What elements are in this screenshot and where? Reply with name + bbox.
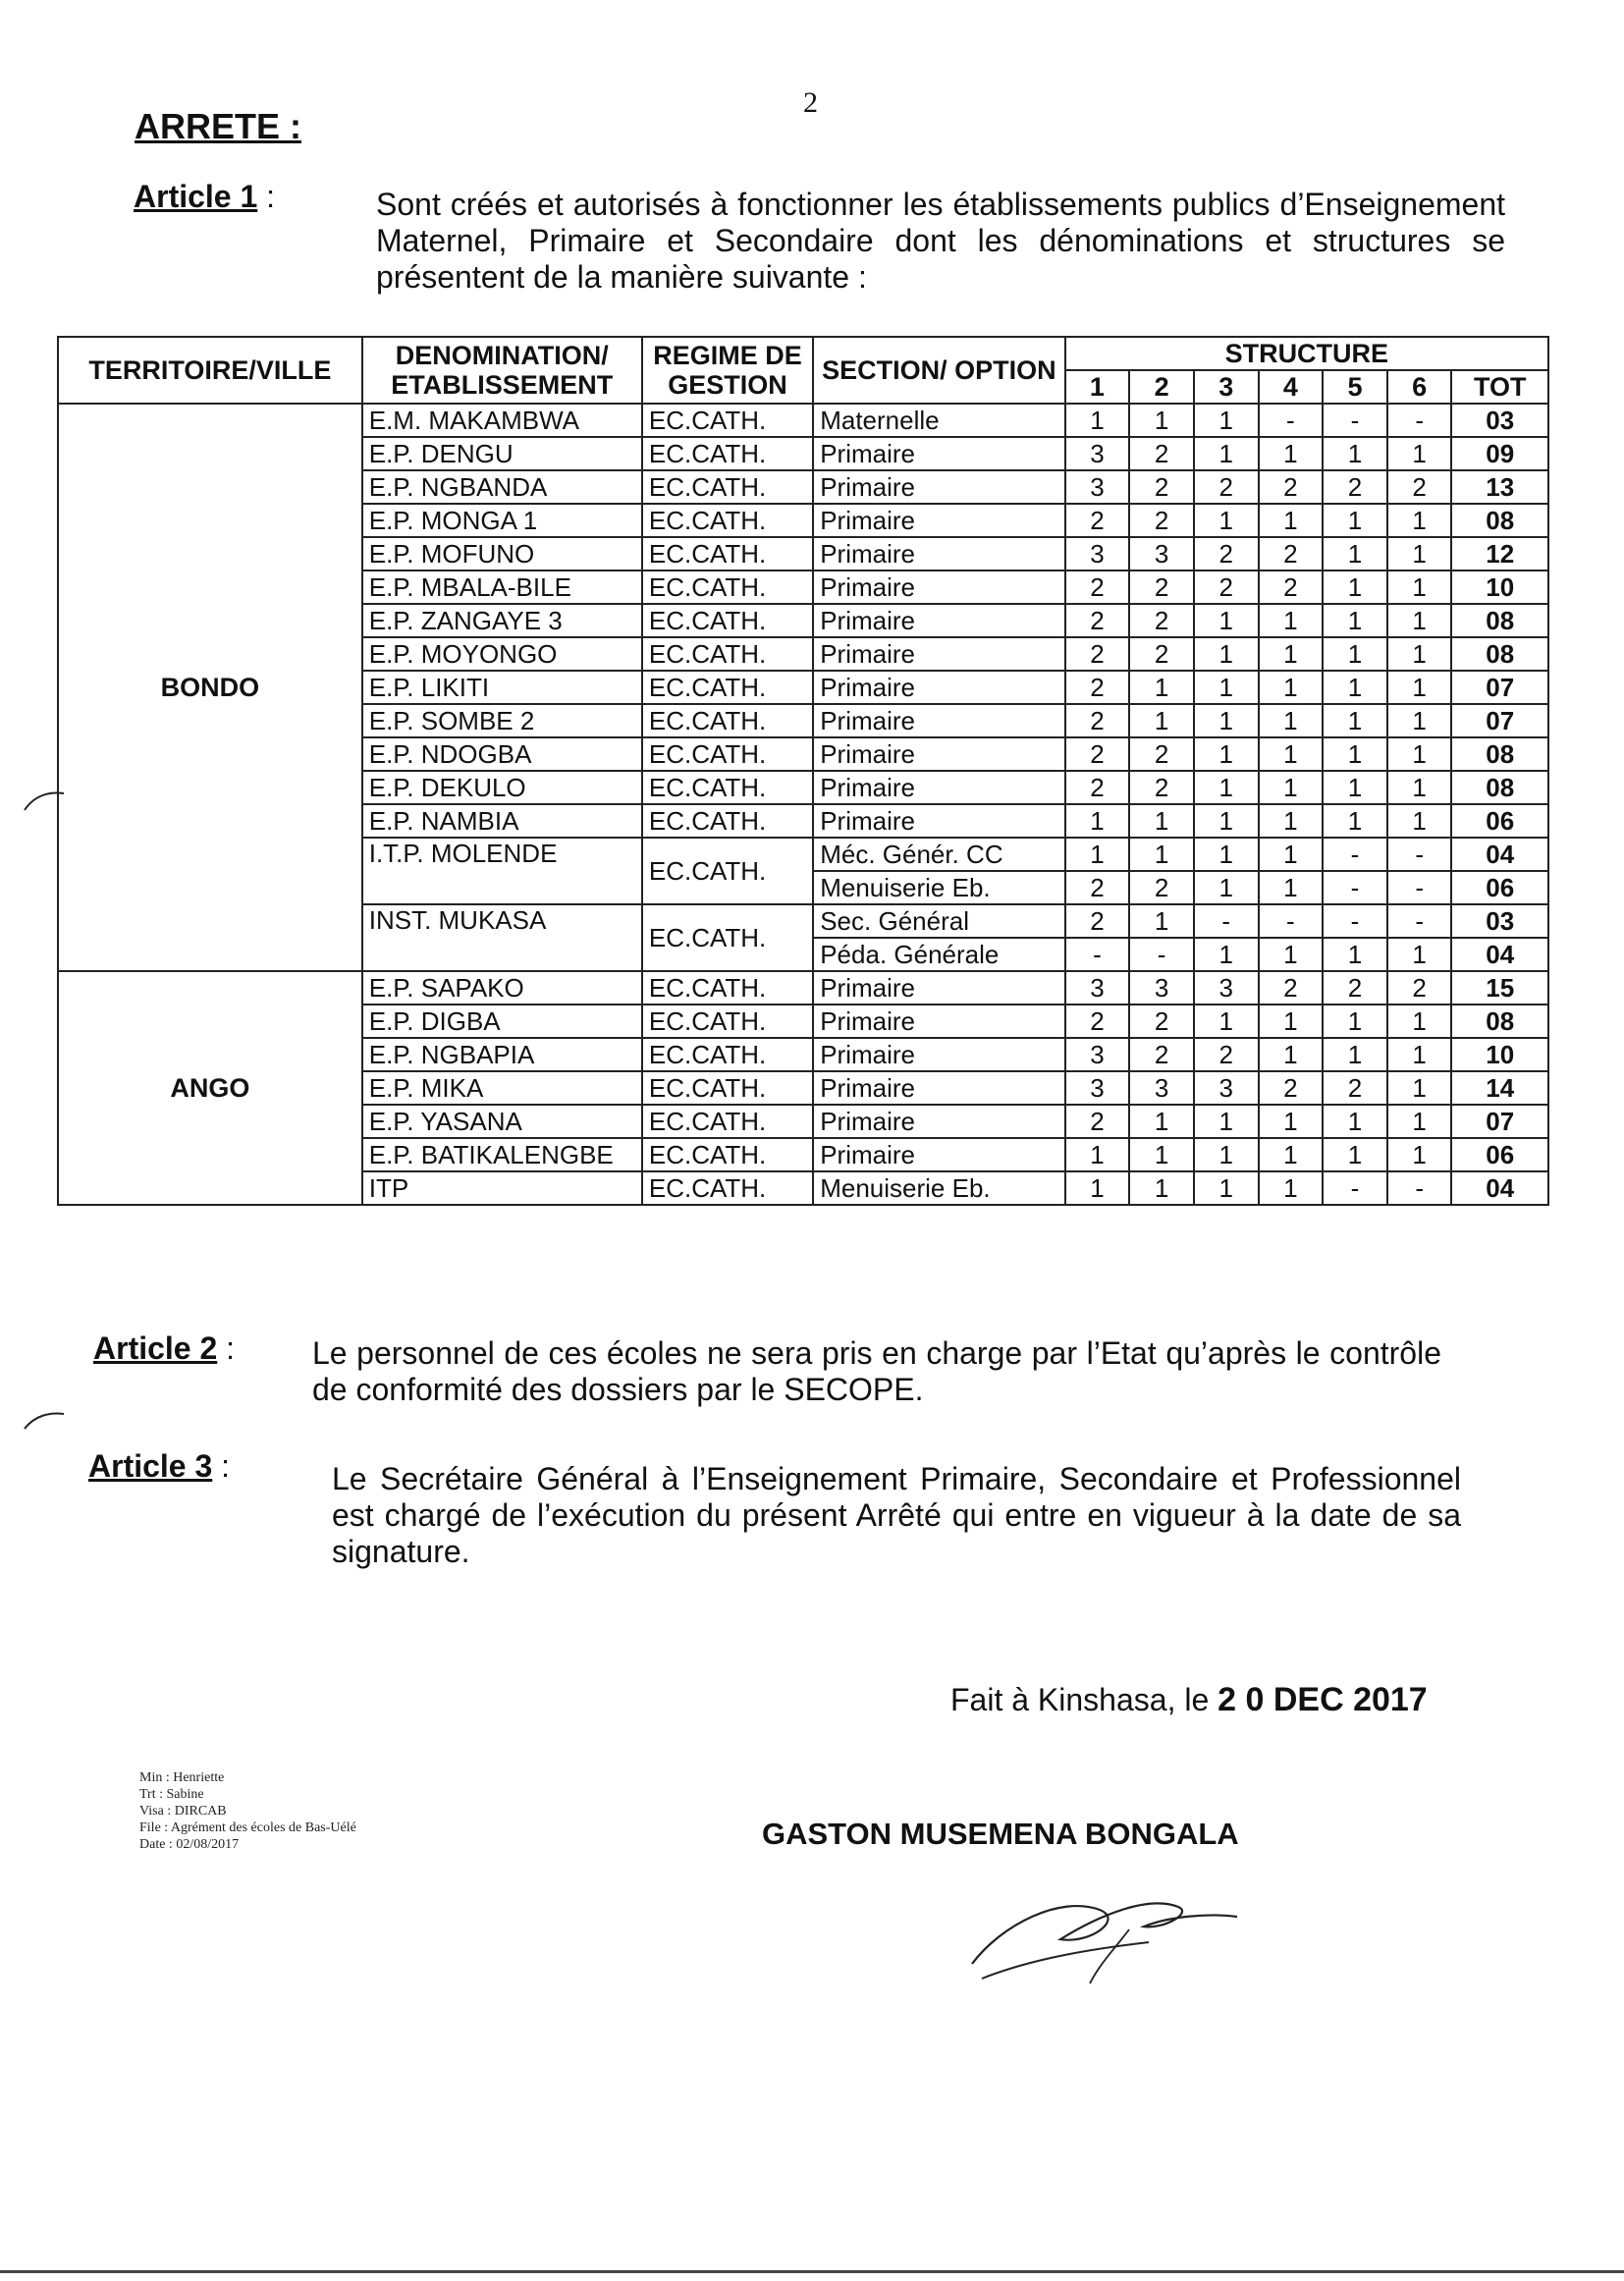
- section-cell: Primaire: [813, 737, 1064, 771]
- structure-level-3-cell: 1: [1194, 437, 1259, 470]
- structure-level-1-cell: 2: [1065, 904, 1130, 938]
- structure-level-5-cell: -: [1323, 904, 1387, 938]
- structure-level-5-cell: 2: [1323, 470, 1387, 504]
- section-cell: Péda. Générale: [813, 938, 1064, 971]
- structure-level-3-cell: 1: [1194, 737, 1259, 771]
- structure-level-1-cell: 2: [1065, 871, 1130, 904]
- total-cell: 09: [1451, 437, 1548, 470]
- structure-level-4-cell: 1: [1259, 838, 1324, 871]
- structure-level-1-cell: 2: [1065, 1005, 1130, 1038]
- total-cell: 04: [1451, 838, 1548, 871]
- structure-level-4-cell: 1: [1259, 771, 1324, 804]
- section-cell: Menuiserie Eb.: [813, 871, 1064, 904]
- regime-cell: EC.CATH.: [642, 1171, 813, 1205]
- structure-level-3-cell: 1: [1194, 838, 1259, 871]
- structure-level-3-cell: 2: [1194, 1038, 1259, 1071]
- total-cell: 06: [1451, 871, 1548, 904]
- structure-level-4-cell: 2: [1259, 971, 1324, 1005]
- structure-level-1-cell: 3: [1065, 437, 1130, 470]
- table-body: [58, 404, 1548, 1205]
- regime-cell: EC.CATH.: [642, 570, 813, 604]
- section-cell: Méc. Génér. CC: [813, 838, 1064, 871]
- structure-level-3-cell: 1: [1194, 604, 1259, 637]
- regime-cell: EC.CATH.: [642, 537, 813, 570]
- structure-level-5-cell: 1: [1323, 737, 1387, 771]
- structure-level-6-cell: -: [1387, 1171, 1452, 1205]
- structure-level-1-cell: 3: [1065, 971, 1130, 1005]
- section-cell: Primaire: [813, 1005, 1064, 1038]
- regime-cell: EC.CATH.: [642, 971, 813, 1005]
- structure-level-1-cell: -: [1065, 938, 1130, 971]
- establishment-name-cell: E.P. NDOGBA: [362, 737, 642, 771]
- establishment-name-cell: ITP: [362, 1171, 642, 1205]
- structure-level-3-cell: 1: [1194, 1171, 1259, 1205]
- total-cell: 06: [1451, 1138, 1548, 1171]
- structure-level-5-cell: -: [1323, 838, 1387, 871]
- structure-level-4-cell: 1: [1259, 671, 1324, 704]
- structure-level-5-cell: 1: [1323, 504, 1387, 537]
- establishment-name-cell: E.P. BATIKALENGBE: [362, 1138, 642, 1171]
- regime-cell: EC.CATH.: [642, 838, 813, 904]
- regime-cell: EC.CATH.: [642, 637, 813, 671]
- structure-level-2-cell: 1: [1129, 1138, 1194, 1171]
- structure-level-6-cell: 1: [1387, 437, 1452, 470]
- structure-level-3-cell: 1: [1194, 704, 1259, 737]
- regime-cell: EC.CATH.: [642, 704, 813, 737]
- section-cell: Primaire: [813, 1038, 1064, 1071]
- structure-level-3-cell: 1: [1194, 1138, 1259, 1171]
- header-level-3: 3: [1194, 370, 1259, 404]
- structure-level-3-cell: 2: [1194, 470, 1259, 504]
- footer-notes: [139, 1769, 356, 1853]
- structure-level-3-cell: 1: [1194, 771, 1259, 804]
- section-cell: Primaire: [813, 1105, 1064, 1138]
- section-cell: Primaire: [813, 704, 1064, 737]
- structure-level-1-cell: 3: [1065, 537, 1130, 570]
- structure-level-2-cell: 2: [1129, 737, 1194, 771]
- structure-level-4-cell: 1: [1259, 437, 1324, 470]
- structure-level-3-cell: 1: [1194, 1005, 1259, 1038]
- structure-level-2-cell: 1: [1129, 1171, 1194, 1205]
- scan-mark: [20, 786, 69, 815]
- total-cell: 15: [1451, 971, 1548, 1005]
- header-tot: TOT: [1451, 370, 1548, 404]
- article-1-text: Sont créés et autorisés à fonctionner les établissements publics d’Enseignement Maternel, Primaire et Secondaire dont les dénominations et structures se présentent de la manière suivante :: [376, 187, 1505, 295]
- header-territoire: TERRITOIRE/VILLE: [58, 337, 362, 404]
- structure-level-6-cell: -: [1387, 904, 1452, 938]
- total-cell: 08: [1451, 637, 1548, 671]
- structure-level-1-cell: 3: [1065, 470, 1130, 504]
- structure-level-1-cell: 3: [1065, 1071, 1130, 1105]
- structure-level-2-cell: 1: [1129, 1105, 1194, 1138]
- structure-level-6-cell: 1: [1387, 671, 1452, 704]
- decree-heading: ARRETE :: [135, 106, 301, 146]
- structure-level-6-cell: 1: [1387, 938, 1452, 971]
- establishment-name-cell: E.P. SAPAKO: [362, 971, 642, 1005]
- structure-level-3-cell: 3: [1194, 971, 1259, 1005]
- section-cell: Maternelle: [813, 404, 1064, 437]
- section-cell: Primaire: [813, 1138, 1064, 1171]
- total-cell: 08: [1451, 737, 1548, 771]
- structure-level-2-cell: 1: [1129, 671, 1194, 704]
- structure-level-3-cell: 1: [1194, 1105, 1259, 1138]
- total-cell: 07: [1451, 1105, 1548, 1138]
- scan-mark: [20, 1404, 69, 1434]
- article-1-label: [134, 179, 275, 215]
- regime-cell: EC.CATH.: [642, 804, 813, 838]
- establishment-name-cell: E.M. MAKAMBWA: [362, 404, 642, 437]
- structure-level-5-cell: 2: [1323, 971, 1387, 1005]
- structure-level-3-cell: 1: [1194, 637, 1259, 671]
- article-3-colon: :: [212, 1448, 231, 1484]
- structure-level-5-cell: 1: [1323, 1038, 1387, 1071]
- structure-level-4-cell: 2: [1259, 470, 1324, 504]
- structure-level-4-cell: 1: [1259, 637, 1324, 671]
- article-2-text: Le personnel de ces écoles ne sera pris en charge par l’Etat qu’après le contrôle de conformité des dossiers par le SECOPE.: [312, 1335, 1441, 1407]
- total-cell: 14: [1451, 1071, 1548, 1105]
- handwritten-signature: [943, 1856, 1257, 2003]
- section-cell: Primaire: [813, 570, 1064, 604]
- structure-level-4-cell: 1: [1259, 504, 1324, 537]
- header-level-5: 5: [1323, 370, 1387, 404]
- structure-level-2-cell: 2: [1129, 871, 1194, 904]
- structure-level-2-cell: 2: [1129, 437, 1194, 470]
- structure-level-6-cell: 1: [1387, 604, 1452, 637]
- structure-level-2-cell: 3: [1129, 1071, 1194, 1105]
- structure-level-5-cell: 1: [1323, 537, 1387, 570]
- structure-level-4-cell: 2: [1259, 537, 1324, 570]
- total-cell: 08: [1451, 1005, 1548, 1038]
- structure-level-6-cell: 1: [1387, 804, 1452, 838]
- structure-level-6-cell: 2: [1387, 971, 1452, 1005]
- structure-level-4-cell: 2: [1259, 570, 1324, 604]
- structure-level-5-cell: 1: [1323, 704, 1387, 737]
- establishment-name-cell: E.P. NGBAPIA: [362, 1038, 642, 1071]
- establishment-name-cell: E.P. MIKA: [362, 1071, 642, 1105]
- establishment-name-cell: E.P. LIKITI: [362, 671, 642, 704]
- establishment-name-cell: E.P. MONGA 1: [362, 504, 642, 537]
- structure-level-1-cell: 2: [1065, 504, 1130, 537]
- scan-bottom-edge: [0, 2270, 1624, 2273]
- structure-level-5-cell: 1: [1323, 1105, 1387, 1138]
- article-2-colon: :: [217, 1331, 236, 1366]
- regime-cell: EC.CATH.: [642, 1071, 813, 1105]
- regime-cell: EC.CATH.: [642, 1005, 813, 1038]
- structure-level-1-cell: 2: [1065, 1105, 1130, 1138]
- regime-cell: EC.CATH.: [642, 904, 813, 971]
- section-cell: Primaire: [813, 437, 1064, 470]
- establishment-name-cell: E.P. ZANGAYE 3: [362, 604, 642, 637]
- territory-cell: ANGO: [58, 971, 362, 1205]
- establishment-name-cell: E.P. YASANA: [362, 1105, 642, 1138]
- structure-level-6-cell: 1: [1387, 1071, 1452, 1105]
- structure-level-1-cell: 2: [1065, 671, 1130, 704]
- header-level-1: 1: [1065, 370, 1130, 404]
- total-cell: 03: [1451, 904, 1548, 938]
- section-cell: Primaire: [813, 671, 1064, 704]
- structure-level-3-cell: 1: [1194, 504, 1259, 537]
- total-cell: 07: [1451, 704, 1548, 737]
- section-cell: Primaire: [813, 804, 1064, 838]
- establishment-name-cell: E.P. SOMBE 2: [362, 704, 642, 737]
- total-cell: 08: [1451, 604, 1548, 637]
- footer-note: File : Agrément des écoles de Bas-Uélé: [139, 1820, 356, 1835]
- table-row: [58, 404, 1548, 437]
- establishment-name-cell: E.P. MOFUNO: [362, 537, 642, 570]
- schools-table: [57, 336, 1549, 1206]
- total-cell: 10: [1451, 570, 1548, 604]
- footer-note: Min : Henriette: [139, 1770, 225, 1785]
- structure-level-4-cell: 1: [1259, 1105, 1324, 1138]
- header-regime: REGIME DE GESTION: [642, 337, 813, 404]
- section-cell: Primaire: [813, 504, 1064, 537]
- structure-level-2-cell: 1: [1129, 404, 1194, 437]
- structure-level-6-cell: 1: [1387, 1138, 1452, 1171]
- establishment-name-cell: E.P. NGBANDA: [362, 470, 642, 504]
- place-date: [950, 1681, 1428, 1719]
- structure-level-5-cell: 1: [1323, 771, 1387, 804]
- territory-cell: BONDO: [58, 404, 362, 971]
- structure-level-5-cell: 1: [1323, 804, 1387, 838]
- structure-level-3-cell: 2: [1194, 570, 1259, 604]
- total-cell: 07: [1451, 671, 1548, 704]
- establishment-name-cell: E.P. NAMBIA: [362, 804, 642, 838]
- place-date-prefix: Fait à Kinshasa, le: [950, 1682, 1218, 1717]
- structure-level-6-cell: 1: [1387, 537, 1452, 570]
- article-3-label: [88, 1448, 230, 1485]
- structure-level-2-cell: 1: [1129, 804, 1194, 838]
- structure-level-4-cell: -: [1259, 904, 1324, 938]
- structure-level-3-cell: 2: [1194, 537, 1259, 570]
- section-cell: Sec. Général: [813, 904, 1064, 938]
- structure-level-5-cell: 1: [1323, 1138, 1387, 1171]
- establishment-name-cell: I.T.P. MOLENDE: [362, 838, 642, 904]
- structure-level-6-cell: -: [1387, 838, 1452, 871]
- structure-level-2-cell: 2: [1129, 504, 1194, 537]
- structure-level-5-cell: 1: [1323, 437, 1387, 470]
- structure-level-1-cell: 2: [1065, 604, 1130, 637]
- section-cell: Primaire: [813, 537, 1064, 570]
- structure-level-6-cell: 1: [1387, 637, 1452, 671]
- structure-level-4-cell: 1: [1259, 737, 1324, 771]
- total-cell: 04: [1451, 1171, 1548, 1205]
- structure-level-2-cell: 2: [1129, 1005, 1194, 1038]
- regime-cell: EC.CATH.: [642, 1138, 813, 1171]
- structure-level-6-cell: 2: [1387, 470, 1452, 504]
- structure-level-4-cell: 1: [1259, 1171, 1324, 1205]
- structure-level-1-cell: 2: [1065, 704, 1130, 737]
- section-cell: Primaire: [813, 637, 1064, 671]
- structure-level-1-cell: 2: [1065, 771, 1130, 804]
- article-1-label-text: Article 1: [134, 179, 258, 214]
- structure-level-4-cell: 1: [1259, 1138, 1324, 1171]
- structure-level-1-cell: 1: [1065, 1138, 1130, 1171]
- section-cell: Primaire: [813, 971, 1064, 1005]
- article-3-label-text: Article 3: [88, 1448, 213, 1484]
- structure-level-6-cell: 1: [1387, 704, 1452, 737]
- structure-level-1-cell: 1: [1065, 838, 1130, 871]
- total-cell: 10: [1451, 1038, 1548, 1071]
- regime-cell: EC.CATH.: [642, 504, 813, 537]
- establishment-name-cell: INST. MUKASA: [362, 904, 642, 971]
- structure-level-5-cell: 1: [1323, 1005, 1387, 1038]
- total-cell: 06: [1451, 804, 1548, 838]
- structure-level-2-cell: 2: [1129, 771, 1194, 804]
- structure-level-5-cell: 2: [1323, 1071, 1387, 1105]
- structure-level-2-cell: 2: [1129, 570, 1194, 604]
- establishment-name-cell: E.P. DENGU: [362, 437, 642, 470]
- header-level-4: 4: [1259, 370, 1324, 404]
- total-cell: 13: [1451, 470, 1548, 504]
- structure-level-5-cell: 1: [1323, 604, 1387, 637]
- structure-level-4-cell: -: [1259, 404, 1324, 437]
- structure-level-4-cell: 1: [1259, 871, 1324, 904]
- footer-note: Date : 02/08/2017: [139, 1837, 240, 1852]
- section-cell: Primaire: [813, 1071, 1064, 1105]
- regime-cell: EC.CATH.: [642, 737, 813, 771]
- regime-cell: EC.CATH.: [642, 470, 813, 504]
- structure-level-1-cell: 1: [1065, 1171, 1130, 1205]
- page-number: 2: [803, 86, 818, 119]
- structure-level-2-cell: -: [1129, 938, 1194, 971]
- total-cell: 12: [1451, 537, 1548, 570]
- structure-level-4-cell: 1: [1259, 1038, 1324, 1071]
- structure-level-2-cell: 2: [1129, 1038, 1194, 1071]
- structure-level-1-cell: 2: [1065, 637, 1130, 671]
- structure-level-1-cell: 2: [1065, 737, 1130, 771]
- structure-level-3-cell: 1: [1194, 938, 1259, 971]
- footer-note: Visa : DIRCAB: [139, 1804, 227, 1819]
- structure-level-2-cell: 2: [1129, 637, 1194, 671]
- signature-date-stamp: 2 0 DEC 2017: [1218, 1681, 1428, 1718]
- section-cell: Primaire: [813, 604, 1064, 637]
- signatory-name: GASTON MUSEMENA BONGALA: [762, 1817, 1239, 1851]
- structure-level-2-cell: 1: [1129, 704, 1194, 737]
- establishment-name-cell: E.P. DIGBA: [362, 1005, 642, 1038]
- structure-level-1-cell: 1: [1065, 404, 1130, 437]
- structure-level-6-cell: -: [1387, 404, 1452, 437]
- structure-level-1-cell: 3: [1065, 1038, 1130, 1071]
- establishment-name-cell: E.P. MBALA-BILE: [362, 570, 642, 604]
- structure-level-2-cell: 3: [1129, 537, 1194, 570]
- structure-level-6-cell: 1: [1387, 1038, 1452, 1071]
- establishment-name-cell: E.P. DEKULO: [362, 771, 642, 804]
- structure-level-1-cell: 1: [1065, 804, 1130, 838]
- structure-level-6-cell: 1: [1387, 1005, 1452, 1038]
- structure-level-2-cell: 2: [1129, 470, 1194, 504]
- structure-level-5-cell: -: [1323, 404, 1387, 437]
- structure-level-6-cell: -: [1387, 871, 1452, 904]
- structure-level-4-cell: 1: [1259, 938, 1324, 971]
- structure-level-5-cell: 1: [1323, 570, 1387, 604]
- structure-level-2-cell: 1: [1129, 904, 1194, 938]
- structure-level-4-cell: 2: [1259, 1071, 1324, 1105]
- structure-level-2-cell: 3: [1129, 971, 1194, 1005]
- header-level-6: 6: [1387, 370, 1452, 404]
- total-cell: 03: [1451, 404, 1548, 437]
- structure-level-5-cell: 1: [1323, 938, 1387, 971]
- regime-cell: EC.CATH.: [642, 604, 813, 637]
- structure-level-6-cell: 1: [1387, 771, 1452, 804]
- structure-level-3-cell: 1: [1194, 671, 1259, 704]
- article-2-label-text: Article 2: [93, 1331, 218, 1366]
- total-cell: 08: [1451, 504, 1548, 537]
- structure-level-5-cell: -: [1323, 871, 1387, 904]
- structure-level-2-cell: 1: [1129, 838, 1194, 871]
- structure-level-6-cell: 1: [1387, 504, 1452, 537]
- regime-cell: EC.CATH.: [642, 1105, 813, 1138]
- total-cell: 08: [1451, 771, 1548, 804]
- structure-level-5-cell: 1: [1323, 637, 1387, 671]
- article-1-colon: :: [257, 179, 276, 214]
- establishment-name-cell: E.P. MOYONGO: [362, 637, 642, 671]
- table-header-row: [58, 337, 1548, 370]
- regime-cell: EC.CATH.: [642, 771, 813, 804]
- regime-cell: EC.CATH.: [642, 1038, 813, 1071]
- structure-level-5-cell: 1: [1323, 671, 1387, 704]
- structure-level-3-cell: -: [1194, 904, 1259, 938]
- structure-level-1-cell: 2: [1065, 570, 1130, 604]
- table-row: [58, 971, 1548, 1005]
- header-level-2: 2: [1129, 370, 1194, 404]
- structure-level-4-cell: 1: [1259, 804, 1324, 838]
- article-2-label: [93, 1331, 235, 1367]
- structure-level-6-cell: 1: [1387, 737, 1452, 771]
- structure-level-4-cell: 1: [1259, 1005, 1324, 1038]
- structure-level-3-cell: 1: [1194, 804, 1259, 838]
- structure-level-6-cell: 1: [1387, 1105, 1452, 1138]
- total-cell: 04: [1451, 938, 1548, 971]
- structure-level-3-cell: 3: [1194, 1071, 1259, 1105]
- header-section: SECTION/ OPTION: [813, 337, 1064, 404]
- section-cell: Primaire: [813, 470, 1064, 504]
- structure-level-6-cell: 1: [1387, 570, 1452, 604]
- structure-level-3-cell: 1: [1194, 404, 1259, 437]
- structure-level-4-cell: 1: [1259, 604, 1324, 637]
- header-denomination: DENOMINATION/ ETABLISSEMENT: [362, 337, 642, 404]
- structure-level-4-cell: 1: [1259, 704, 1324, 737]
- header-structure: STRUCTURE: [1065, 337, 1548, 370]
- structure-level-3-cell: 1: [1194, 871, 1259, 904]
- regime-cell: EC.CATH.: [642, 437, 813, 470]
- structure-level-2-cell: 2: [1129, 604, 1194, 637]
- regime-cell: EC.CATH.: [642, 404, 813, 437]
- footer-note: Trt : Sabine: [139, 1787, 204, 1802]
- section-cell: Primaire: [813, 771, 1064, 804]
- section-cell: Menuiserie Eb.: [813, 1171, 1064, 1205]
- regime-cell: EC.CATH.: [642, 671, 813, 704]
- article-3-text: Le Secrétaire Général à l’Enseignement Primaire, Secondaire et Professionnel est chargé de l’exécution du présent Arrêté qui entre en vigueur à la date de sa signature.: [332, 1461, 1461, 1569]
- structure-level-5-cell: -: [1323, 1171, 1387, 1205]
